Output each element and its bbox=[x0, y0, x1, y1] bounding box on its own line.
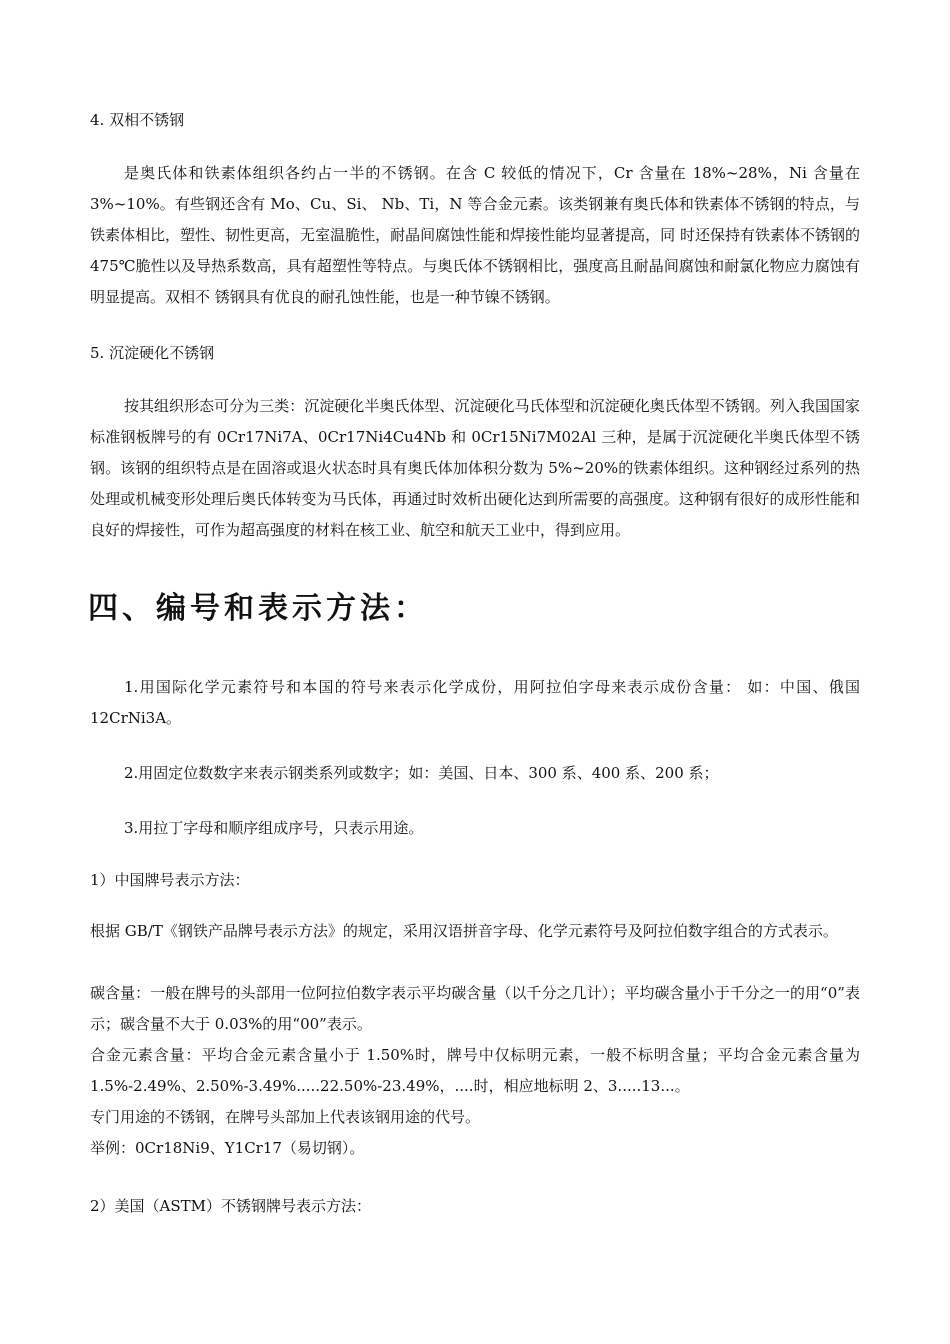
usa-grade-title: 2）美国（ASTM）不锈钢牌号表示方法： bbox=[90, 1197, 372, 1215]
china-paragraph-carbon: 碳含量：一般在牌号的头部用一位阿拉伯数字表示平均碳含量（以千分之几计）；平均碳含量小于千分之一的用“0”表示；碳含量不大于 0.03%的用“00”表示。 bbox=[90, 984, 860, 1033]
china-paragraph-standard: 根据 GB/T《钢铁产品牌号表示方法》的规定，采用汉语拼音字母、化学元素符号及阿拉伯数字组合的方式表示。 bbox=[90, 922, 838, 940]
section-5-title: 5. 沉淀硬化不锈钢 bbox=[90, 344, 215, 362]
method-2-paragraph: 2.用固定位数数字来表示钢类系列或数字；如：美国、日本、300 系、400 系、200 系； bbox=[124, 764, 719, 782]
section-heading-numbering: 四、编号和表示方法： bbox=[88, 591, 428, 626]
method-3-paragraph: 3.用拉丁字母和顺序组成序号，只表示用途。 bbox=[124, 819, 424, 837]
china-paragraph-example: 举例：0Cr18Ni9、Y1Cr17（易切钢）。 bbox=[90, 1139, 365, 1157]
section-4-body: 是奥氏体和铁素体组织各约占一半的不锈钢。在含 C 较低的情况下，Cr 含量在 18%~28%，Ni 含量在 3%~10%。有些钢还含有 Mo、Cu、Si、 Nb、Ti，N 等合金元素。该类钢兼有奥氏体和铁素体不锈钢的特点，与铁素体相比，塑性、韧性更高，无室温脆性，耐晶间腐蚀性能和焊接性能均显著提高，同 时还保持有铁素体不锈钢的 475℃脆性以及导热系数高，具有超塑性等特点。与奥氏体不锈钢相比，强度高且耐晶间腐蚀和耐氯化物应力腐蚀有明显提高。双相不 锈钢具有优良的耐孔蚀性能，也是一种节镍不锈钢。 bbox=[90, 164, 860, 306]
china-paragraph-alloy: 合金元素含量：平均合金元素含量小于 1.50%时，牌号中仅标明元素，一般不标明含量；平均合金元素含量为 1.5%-2.49%、2.50%-3.49%.....22.50%-23.49%，....时，相应地标明 2、3.....13...。 bbox=[90, 1046, 860, 1095]
section-4-title: 4. 双相不锈钢 bbox=[90, 111, 185, 129]
china-paragraph-special-use: 专门用途的不锈钢，在牌号头部加上代表该钢用途的代号。 bbox=[90, 1108, 481, 1126]
section-5-body: 按其组织形态可分为三类：沉淀硬化半奥氏体型、沉淀硬化马氏体型和沉淀硬化奥氏体型不锈钢。列入我国国家标准钢板牌号的有 0Cr17Ni7A、0Cr17Ni4Cu4Nb 和 0Cr15Ni7M02Al 三种，是属于沉淀硬化半奥氏体型不锈钢。该钢的组织特点是在固溶或退火状态时具有奥氏体加体积分数为 5%~20%的铁素体组织。这种钢经过系列的热处理或机械变形处理后奥氏体转变为马氏体，再通过时效析出硬化达到所需要的高强度。这种钢有很好的成形性能和良好的焊接性，可作为超高强度的材料在核工业、航空和航天工业中，得到应用。 bbox=[90, 397, 860, 539]
method-1-paragraph: 1.用国际化学元素符号和本国的符号来表示化学成份，用阿拉伯字母来表示成份含量： 如：中国、俄国 12CrNi3A。 bbox=[90, 678, 860, 727]
china-grade-title: 1）中国牌号表示方法： bbox=[90, 871, 250, 889]
